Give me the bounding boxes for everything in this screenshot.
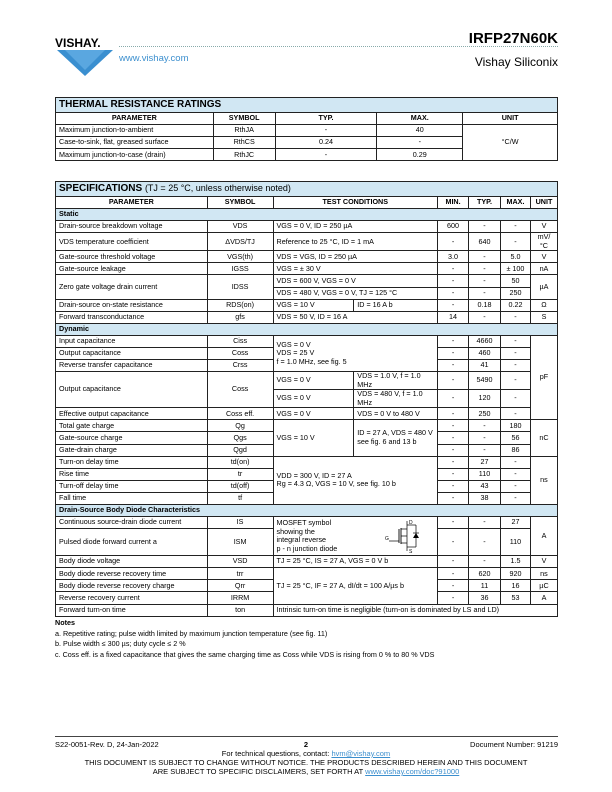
cond-cell: VGS = 0 V bbox=[273, 390, 354, 408]
param-cell: Zero gate voltage drain current bbox=[56, 275, 208, 299]
typ-cell: - bbox=[469, 420, 501, 432]
symbol-cell: Coss bbox=[207, 372, 273, 408]
max-cell: 53 bbox=[500, 592, 530, 604]
param-cell: Forward transconductance bbox=[56, 311, 208, 323]
min-cell: - bbox=[438, 556, 469, 568]
symbol-cell: VDS bbox=[207, 221, 273, 233]
table-row bbox=[56, 221, 558, 233]
symbol-cell: VSD bbox=[207, 556, 273, 568]
typ-cell: - bbox=[469, 432, 501, 444]
typ-cell: 11 bbox=[469, 580, 501, 592]
min-cell: - bbox=[438, 480, 469, 492]
min-cell: - bbox=[438, 335, 469, 347]
col-max: MAX. bbox=[500, 197, 530, 209]
unit-cell: S bbox=[530, 311, 557, 323]
max-cell: - bbox=[500, 468, 530, 480]
symbol-cell: trr bbox=[207, 568, 273, 580]
param-cell: Gate-source threshold voltage bbox=[56, 251, 208, 263]
min-cell: - bbox=[438, 372, 469, 390]
typ-cell: 27 bbox=[469, 456, 501, 468]
symbol-cell: ISM bbox=[207, 529, 273, 556]
typ-cell: 640 bbox=[469, 233, 501, 251]
max-cell: - bbox=[377, 137, 463, 149]
table-row bbox=[56, 556, 558, 568]
cond-cell: VDS = 480 V, f = 1.0 MHz bbox=[354, 390, 438, 408]
typ-cell: - bbox=[469, 517, 501, 529]
table-row bbox=[56, 568, 558, 580]
svg-text:S: S bbox=[409, 549, 413, 554]
cond-cell: VDS = 600 V, VGS = 0 V bbox=[273, 275, 438, 287]
min-cell: - bbox=[438, 420, 469, 432]
disclaimer-line-1: THIS DOCUMENT IS SUBJECT TO CHANGE WITHOUT NOTICE. THE PRODUCTS DESCRIBED HEREIN AND THIS DOCUMENT bbox=[84, 758, 528, 767]
max-cell: 50 bbox=[500, 275, 530, 287]
cond-cell: Reference to 25 °C, ID = 1 mA bbox=[273, 233, 438, 251]
col-unit: UNIT bbox=[463, 113, 558, 125]
max-cell: - bbox=[500, 311, 530, 323]
cond-cell: VDS = 480 V, VGS = 0 V, TJ = 125 °C bbox=[273, 287, 438, 299]
min-cell: - bbox=[438, 360, 469, 372]
table-row bbox=[56, 299, 558, 311]
typ-cell: 460 bbox=[469, 348, 501, 360]
section-static: Static bbox=[56, 209, 558, 221]
max-cell: - bbox=[500, 492, 530, 504]
symbol-cell: VGS(th) bbox=[207, 251, 273, 263]
typ-cell: - bbox=[469, 275, 501, 287]
param-cell: Turn-off delay time bbox=[56, 480, 208, 492]
page-number: 2 bbox=[303, 740, 309, 749]
col-symbol: SYMBOL bbox=[207, 197, 273, 209]
cond-cell: VDS = VGS, ID = 250 µA bbox=[273, 251, 438, 263]
section-diode: Drain-Source Body Diode Characteristics bbox=[56, 504, 558, 516]
cond-cell: VDD = 300 V, ID = 27 A Rg = 4.3 Ω, VGS = 10 V, see fig. 10 b bbox=[273, 456, 438, 504]
symbol-cell: IDSS bbox=[207, 275, 273, 299]
unit-cell: nC bbox=[530, 420, 557, 456]
max-cell: 180 bbox=[500, 420, 530, 432]
param-cell: Input capacitance bbox=[56, 335, 208, 347]
param-cell: Body diode reverse recovery time bbox=[56, 568, 208, 580]
min-cell: - bbox=[438, 348, 469, 360]
min-cell: - bbox=[438, 299, 469, 311]
param-cell: Gate-source leakage bbox=[56, 263, 208, 275]
cond-cell: VDS = 1.0 V, f = 1.0 MHz bbox=[354, 372, 438, 390]
thermal-resistance-table bbox=[55, 97, 558, 161]
table-row bbox=[56, 604, 558, 616]
cond-cell: TJ = 25 °C, IF = 27 A, dI/dt = 100 A/µs b bbox=[273, 568, 438, 604]
unit-cell: V bbox=[530, 251, 557, 263]
max-cell: - bbox=[500, 372, 530, 390]
notes-title: Notes bbox=[55, 618, 75, 627]
typ-cell: 120 bbox=[469, 390, 501, 408]
typ-cell: 0.18 bbox=[469, 299, 501, 311]
typ-cell: 110 bbox=[469, 468, 501, 480]
table-row bbox=[56, 233, 558, 251]
min-cell: - bbox=[438, 529, 469, 556]
param-cell: Drain-source breakdown voltage bbox=[56, 221, 208, 233]
param-cell: Body diode reverse recovery charge bbox=[56, 580, 208, 592]
col-min: MIN. bbox=[438, 197, 469, 209]
symbol-cell: ΔVDS/TJ bbox=[207, 233, 273, 251]
symbol-cell: td(on) bbox=[207, 456, 273, 468]
symbol-cell: tr bbox=[207, 468, 273, 480]
table-row bbox=[56, 372, 558, 390]
typ-cell: - bbox=[469, 221, 501, 233]
param-cell: Maximum junction-to-ambient bbox=[56, 125, 214, 137]
typ-cell: - bbox=[275, 125, 377, 137]
min-cell: - bbox=[438, 492, 469, 504]
typ-cell: 43 bbox=[469, 480, 501, 492]
param-cell: Rise time bbox=[56, 468, 208, 480]
min-cell: - bbox=[438, 456, 469, 468]
table-row bbox=[56, 275, 558, 287]
table-row bbox=[56, 420, 558, 432]
typ-cell: - bbox=[469, 311, 501, 323]
max-cell: - bbox=[500, 335, 530, 347]
col-test-conditions: TEST CONDITIONS bbox=[273, 197, 438, 209]
symbol-cell: Qgd bbox=[207, 444, 273, 456]
col-symbol: SYMBOL bbox=[213, 113, 275, 125]
param-cell: Reverse recovery current bbox=[56, 592, 208, 604]
symbol-cell: td(off) bbox=[207, 480, 273, 492]
cond-cell: ID = 27 A, VDS = 480 V see fig. 6 and 13 b bbox=[354, 420, 438, 456]
note-item: a. Repetitive rating; pulse width limited by maximum junction temperature (see fig. 11) bbox=[55, 628, 328, 638]
symbol-cell: Coss bbox=[207, 348, 273, 360]
param-cell: Turn-on delay time bbox=[56, 456, 208, 468]
company-name: Vishay Siliconix bbox=[474, 55, 558, 69]
max-cell: - bbox=[500, 408, 530, 420]
cond-cell: VGS = 0 V bbox=[273, 408, 354, 420]
symbol-cell: Coss eff. bbox=[207, 408, 273, 420]
svg-text:VISHAY.: VISHAY. bbox=[55, 36, 101, 50]
symbol-cell: RDS(on) bbox=[207, 299, 273, 311]
min-cell: - bbox=[438, 468, 469, 480]
symbol-cell: ton bbox=[207, 604, 273, 616]
max-cell: 27 bbox=[500, 517, 530, 529]
typ-cell: - bbox=[275, 149, 377, 161]
cond-cell: ID = 16 A b bbox=[354, 299, 438, 311]
cond-cell: VGS = 0 V bbox=[273, 372, 354, 390]
typ-cell: - bbox=[469, 263, 501, 275]
param-cell: Reverse transfer capacitance bbox=[56, 360, 208, 372]
svg-text:G: G bbox=[385, 536, 389, 543]
max-cell: 110 bbox=[500, 529, 530, 556]
max-cell: ± 100 bbox=[500, 263, 530, 275]
param-cell: VDS temperature coefficient bbox=[56, 233, 208, 251]
typ-cell: 5490 bbox=[469, 372, 501, 390]
footer-center bbox=[0, 740, 612, 776]
symbol-cell: RthCS bbox=[213, 137, 275, 149]
symbol-cell: IRRM bbox=[207, 592, 273, 604]
typ-cell: 36 bbox=[469, 592, 501, 604]
section-dynamic: Dynamic bbox=[56, 323, 558, 335]
notes bbox=[55, 618, 558, 660]
cond-cell: VGS = ± 30 V bbox=[273, 263, 438, 275]
unit-cell: V bbox=[530, 556, 557, 568]
cond-cell: Intrinsic turn-on time is negligible (turn-on is dominated by LS and LD) bbox=[273, 604, 557, 616]
col-unit: UNIT bbox=[530, 197, 557, 209]
min-cell: - bbox=[438, 432, 469, 444]
col-typ: TYP. bbox=[275, 113, 377, 125]
unit-cell: A bbox=[530, 517, 557, 556]
min-cell: - bbox=[438, 408, 469, 420]
unit-cell: µA bbox=[530, 275, 557, 299]
unit-cell: A bbox=[530, 592, 557, 604]
specifications-table bbox=[55, 181, 558, 617]
vishay-url-link[interactable]: www.vishay.com bbox=[119, 53, 189, 64]
cond-cell: VGS = 10 V bbox=[273, 299, 354, 311]
param-cell: Total gate charge bbox=[56, 420, 208, 432]
min-cell: - bbox=[438, 568, 469, 580]
typ-cell: - bbox=[469, 251, 501, 263]
table-row bbox=[56, 517, 558, 529]
min-cell: 14 bbox=[438, 311, 469, 323]
max-cell: - bbox=[500, 480, 530, 492]
max-cell: - bbox=[500, 221, 530, 233]
max-cell: 250 bbox=[500, 287, 530, 299]
unit-cell: mV/°C bbox=[530, 233, 557, 251]
typ-cell: 0.24 bbox=[275, 137, 377, 149]
param-cell: Maximum junction-to-case (drain) bbox=[56, 149, 214, 161]
symbol-cell: IGSS bbox=[207, 263, 273, 275]
table-row bbox=[56, 251, 558, 263]
typ-cell: 250 bbox=[469, 408, 501, 420]
unit-cell: °C/W bbox=[463, 125, 558, 161]
cond-cell: TJ = 25 °C, IS = 27 A, VGS = 0 V b bbox=[273, 556, 438, 568]
unit-cell: pF bbox=[530, 335, 557, 419]
param-cell: Gate-source charge bbox=[56, 432, 208, 444]
param-cell: Output capacitance bbox=[56, 372, 208, 408]
typ-cell: 620 bbox=[469, 568, 501, 580]
disclaimer-line-2: ARE SUBJECT TO SPECIFIC DISCLAIMERS, SET FORTH AT www.vishay.com/doc?91000 bbox=[152, 767, 460, 776]
min-cell: - bbox=[438, 275, 469, 287]
param-cell: Case-to-sink, flat, greased surface bbox=[56, 137, 214, 149]
contact-email-link[interactable]: hvm@vishay.com bbox=[331, 749, 391, 758]
param-cell: Drain-source on-state resistance bbox=[56, 299, 208, 311]
note-item: b. Pulse width ≤ 300 µs; duty cycle ≤ 2 % bbox=[55, 639, 186, 648]
unit-cell: Ω bbox=[530, 299, 557, 311]
specs-title: SPECIFICATIONS (TJ = 25 °C, unless otherwise noted) bbox=[56, 182, 558, 197]
col-typ: TYP. bbox=[469, 197, 501, 209]
document-number: Document Number: 91219 bbox=[470, 740, 558, 749]
param-cell: Effective output capacitance bbox=[56, 408, 208, 420]
part-number: IRFP27N60K bbox=[468, 30, 558, 47]
thermal-title: THERMAL RESISTANCE RATINGS bbox=[56, 98, 558, 113]
max-cell: - bbox=[500, 360, 530, 372]
param-cell: Continuous source-drain diode current bbox=[56, 517, 208, 529]
param-cell: Body diode voltage bbox=[56, 556, 208, 568]
max-cell: 16 bbox=[500, 580, 530, 592]
unit-cell: ns bbox=[530, 568, 557, 580]
cond-cell: VGS = 0 V VDS = 25 V f = 1.0 MHz, see fig. 5 bbox=[273, 335, 438, 371]
max-cell: - bbox=[500, 348, 530, 360]
table-row bbox=[56, 456, 558, 468]
vishay-logo bbox=[55, 36, 115, 81]
cond-cell: VGS = 0 V, ID = 250 µA bbox=[273, 221, 438, 233]
col-parameter: PARAMETER bbox=[56, 113, 214, 125]
symbol-cell: gfs bbox=[207, 311, 273, 323]
mosfet-symbol-icon bbox=[385, 519, 423, 553]
max-cell: 5.0 bbox=[500, 251, 530, 263]
typ-cell: 38 bbox=[469, 492, 501, 504]
cond-cell: MOSFET symbol showing the integral reverse p - n junction diode D G S bbox=[273, 517, 438, 556]
min-cell: - bbox=[438, 444, 469, 456]
symbol-cell: Ciss bbox=[207, 335, 273, 347]
param-cell: Pulsed diode forward current a bbox=[56, 529, 208, 556]
unit-cell: µC bbox=[530, 580, 557, 592]
footer-rule bbox=[55, 736, 558, 737]
typ-cell: - bbox=[469, 444, 501, 456]
table-row bbox=[56, 263, 558, 275]
svg-text:D: D bbox=[409, 520, 413, 527]
cond-cell: VDS = 50 V, ID = 16 A bbox=[273, 311, 438, 323]
symbol-cell: RthJC bbox=[213, 149, 275, 161]
symbol-cell: RthJA bbox=[213, 125, 275, 137]
max-cell: - bbox=[500, 456, 530, 468]
col-parameter: PARAMETER bbox=[56, 197, 208, 209]
typ-cell: - bbox=[469, 287, 501, 299]
min-cell: - bbox=[438, 517, 469, 529]
symbol-cell: Qrr bbox=[207, 580, 273, 592]
contact-line: For technical questions, contact: hvm@vishay.com bbox=[221, 749, 391, 758]
symbol-cell: Qgs bbox=[207, 432, 273, 444]
min-cell: - bbox=[438, 287, 469, 299]
unit-cell: nA bbox=[530, 263, 557, 275]
typ-cell: - bbox=[469, 529, 501, 556]
min-cell: - bbox=[438, 263, 469, 275]
max-cell: 920 bbox=[500, 568, 530, 580]
cond-cell: VGS = 10 V bbox=[273, 420, 354, 456]
max-cell: - bbox=[500, 233, 530, 251]
max-cell: 40 bbox=[377, 125, 463, 137]
symbol-cell: IS bbox=[207, 517, 273, 529]
table-row bbox=[56, 408, 558, 420]
symbol-cell: Crss bbox=[207, 360, 273, 372]
typ-cell: 41 bbox=[469, 360, 501, 372]
note-item: c. Coss eff. is a fixed capacitance that gives the same charging time as Coss while VDS is rising from 0 % to 80 % VDS bbox=[55, 649, 435, 659]
max-cell: 0.29 bbox=[377, 149, 463, 161]
min-cell: - bbox=[438, 233, 469, 251]
unit-cell: ns bbox=[530, 456, 557, 504]
cond-cell: VDS = 0 V to 480 V bbox=[354, 408, 438, 420]
param-cell: Forward turn-on time bbox=[56, 604, 208, 616]
disclaimer-link[interactable]: www.vishay.com/doc?91000 bbox=[365, 767, 460, 776]
symbol-cell: Qg bbox=[207, 420, 273, 432]
max-cell: - bbox=[500, 390, 530, 408]
min-cell: 3.0 bbox=[438, 251, 469, 263]
table-row bbox=[56, 125, 558, 137]
param-cell: Fall time bbox=[56, 492, 208, 504]
min-cell: 600 bbox=[438, 221, 469, 233]
min-cell: - bbox=[438, 390, 469, 408]
min-cell: - bbox=[438, 592, 469, 604]
param-cell: Gate-drain charge bbox=[56, 444, 208, 456]
max-cell: 1.5 bbox=[500, 556, 530, 568]
max-cell: 0.22 bbox=[500, 299, 530, 311]
param-cell: Output capacitance bbox=[56, 348, 208, 360]
table-row bbox=[56, 311, 558, 323]
table-row bbox=[56, 335, 558, 347]
max-cell: 86 bbox=[500, 444, 530, 456]
col-max: MAX. bbox=[377, 113, 463, 125]
unit-cell: V bbox=[530, 221, 557, 233]
symbol-cell: tf bbox=[207, 492, 273, 504]
typ-cell: 4660 bbox=[469, 335, 501, 347]
min-cell: - bbox=[438, 580, 469, 592]
typ-cell: - bbox=[469, 556, 501, 568]
max-cell: 56 bbox=[500, 432, 530, 444]
revision-text: S22-0051-Rev. D, 24-Jan-2022 bbox=[55, 740, 159, 749]
